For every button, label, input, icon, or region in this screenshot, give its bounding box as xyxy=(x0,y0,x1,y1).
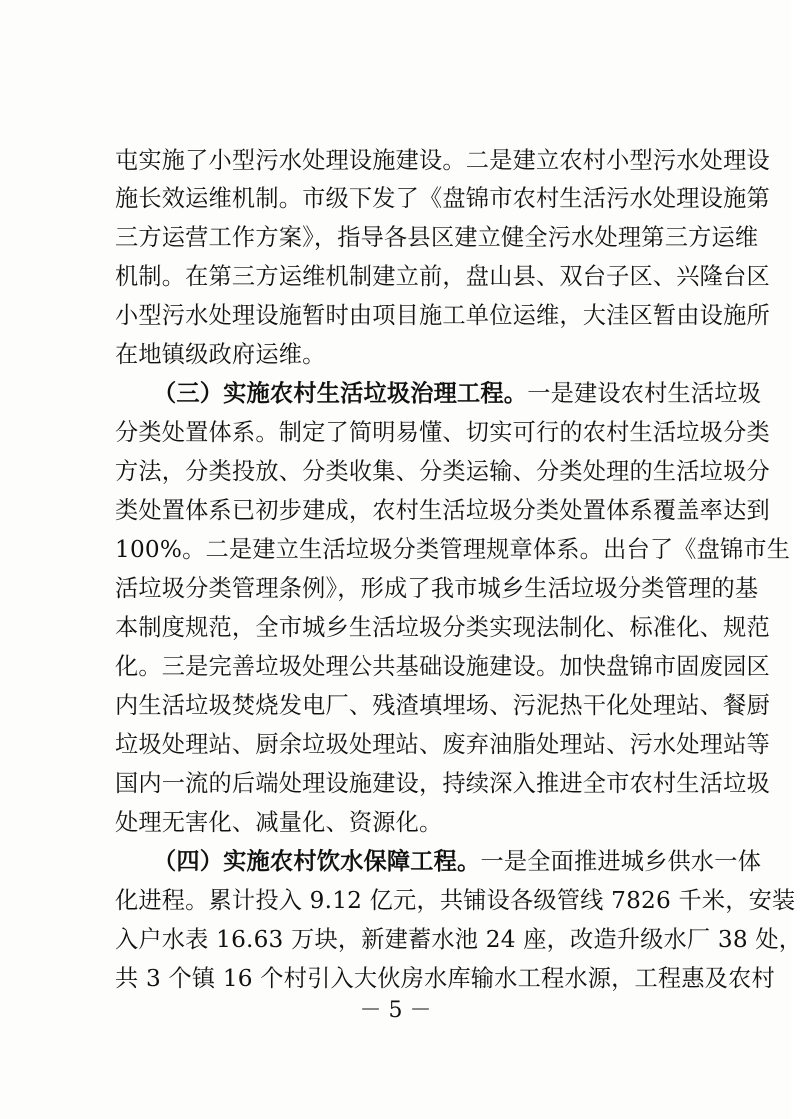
body-line: 垃圾处理站、厨余垃圾处理站、废弃油脂处理站、污水处理站等 xyxy=(115,731,770,758)
section-first-line xyxy=(153,377,762,411)
body-line: 化。三是完善垃圾处理公共基础设施建设。加快盘锦市固废园区 xyxy=(115,653,770,680)
body-line: 入户水表 16.63 万块，新建蓄水池 24 座，改造升级水厂 38 处， xyxy=(115,926,802,953)
body-line: 处理无害化、减量化、资源化。 xyxy=(115,809,443,836)
body-line: 分类处置体系。制定了简明易懂、切实可行的农村生活垃圾分类 xyxy=(115,419,770,446)
body-line: 国内一流的后端处理设施建设，持续深入推进全市农村生活垃圾 xyxy=(115,770,770,797)
section-heading: （三）实施农村生活垃圾治理工程。 xyxy=(153,380,528,407)
body-line: 100%。二是建立生活垃圾分类管理规章体系。出台了《盘锦市生 xyxy=(115,536,791,563)
body-line: 共 3 个镇 16 个村引入大伙房水库输水工程水源，工程惠及农村 xyxy=(115,965,775,992)
body-line: 化进程。累计投入 9.12 亿元，共铺设各级管线 7826 千米，安装 xyxy=(115,887,796,914)
body-text: 一是全面推进城乡供水一体 xyxy=(480,848,762,875)
body-line: 方法，分类投放、分类收集、分类运输、分类处理的生活垃圾分 xyxy=(115,458,770,485)
body-line: 活垃圾分类管理条例》，形成了我市城乡生活垃圾分类管理的基 xyxy=(115,575,759,602)
body-line: 屯实施了小型污水处理设施建设。二是建立农村小型污水处理设 xyxy=(115,147,770,174)
body-line: 内生活垃圾焚烧发电厂、残渣填埋场、污泥热干化处理站、餐厨 xyxy=(115,692,770,719)
body-line: 小型污水处理设施暂时由项目施工单位运维，大洼区暂由设施所 xyxy=(115,302,770,329)
body-line: 本制度规范，全市城乡生活垃圾分类实现法制化、标准化、规范 xyxy=(115,614,770,641)
section-first-line xyxy=(153,845,762,879)
section-heading: （四）实施农村饮水保障工程。 xyxy=(153,848,481,875)
body-text: 一是建设农村生活垃圾 xyxy=(527,380,762,407)
body-line: 在地镇级政府运维。 xyxy=(115,341,326,368)
body-line: 机制。在第三方运维机制建立前，盘山县、双台子区、兴隆台区 xyxy=(115,263,770,290)
page-number: － 5 － xyxy=(359,998,432,1023)
body-line: 类处置体系已初步建成，农村生活垃圾分类处置体系覆盖率达到 xyxy=(115,497,770,524)
body-line: 施长效运维机制。市级下发了《盘锦市农村生活污水处理设施第 xyxy=(115,185,770,212)
body-line: 三方运营工作方案》，指导各县区建立健全污水处理第三方运维 xyxy=(115,224,759,251)
